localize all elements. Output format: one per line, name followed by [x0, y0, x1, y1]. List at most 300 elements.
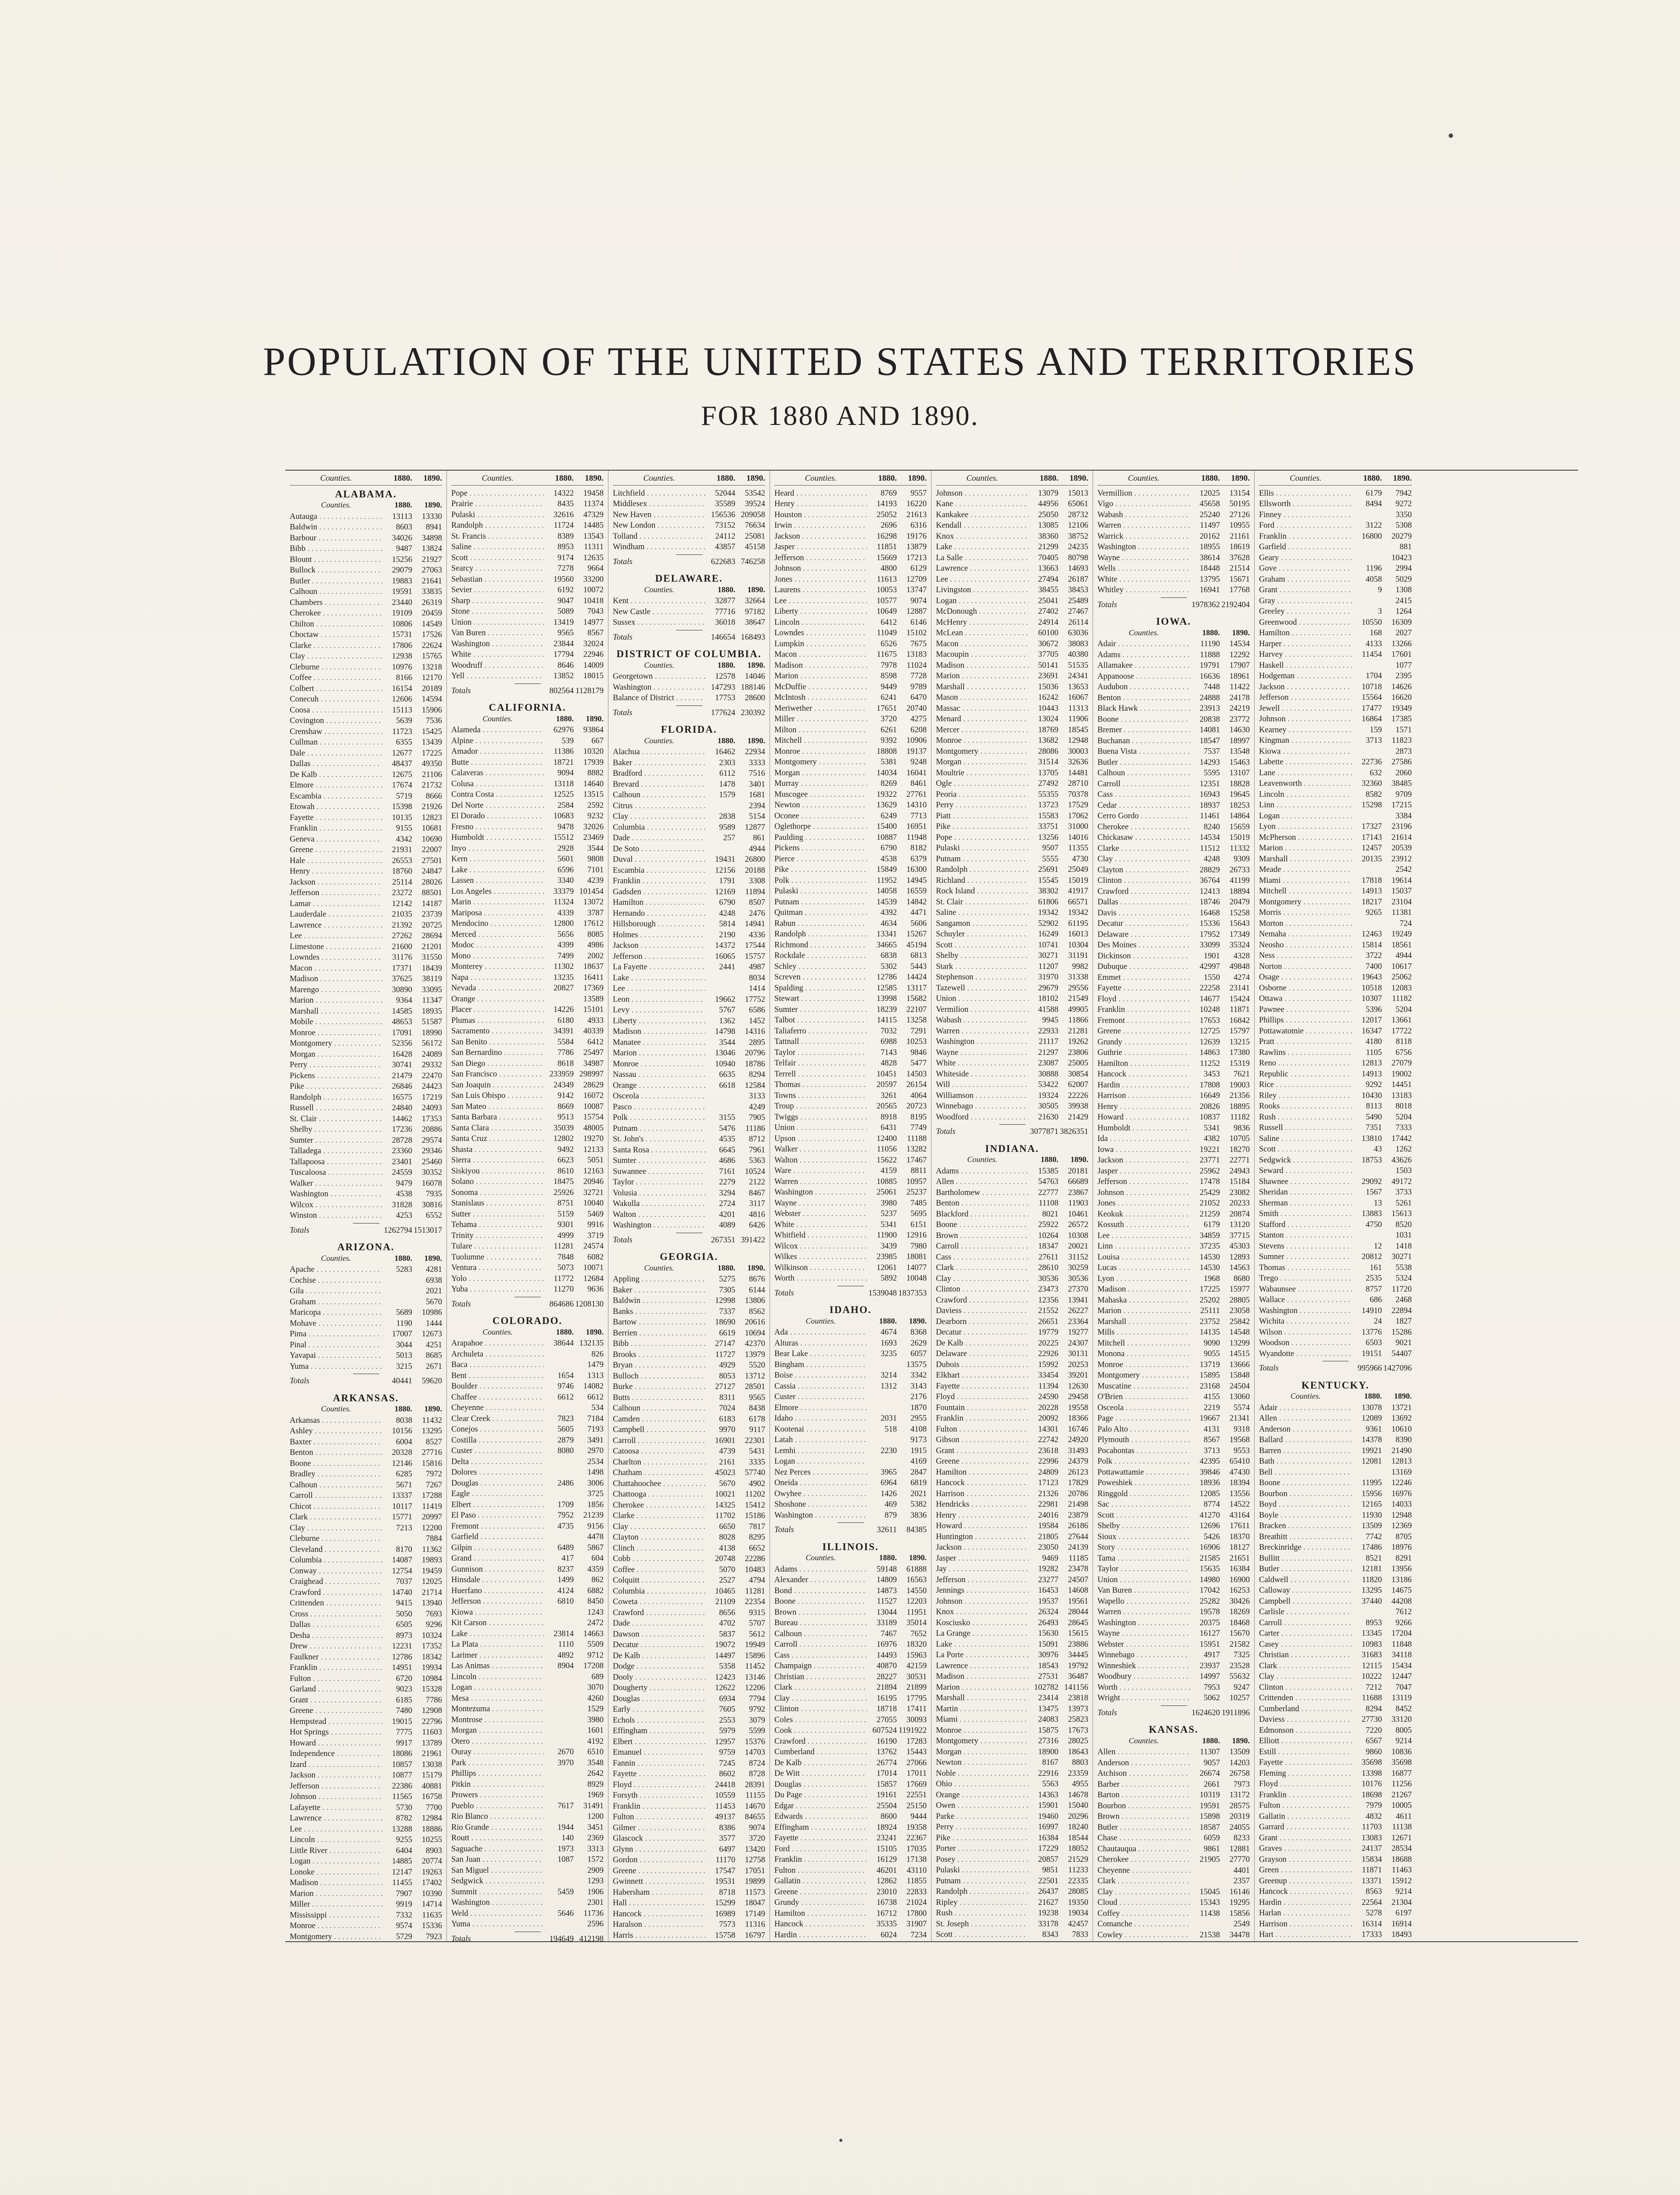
county-name: Worth . . . [774, 1273, 867, 1284]
county-row [290, 1760, 442, 1770]
population-1890: 26227 [1068, 1306, 1088, 1315]
total-1890: 1513017 [414, 1226, 442, 1235]
population-1890: 8941 [426, 523, 442, 532]
county-row [936, 1553, 1088, 1564]
population-1880: 9746 [558, 1382, 574, 1391]
county-row [936, 1661, 1088, 1672]
county-row [1097, 822, 1250, 833]
county-row [936, 1424, 1088, 1435]
county-name: Hancock . . . [936, 1478, 1029, 1489]
population-1890: 20774 [421, 1857, 442, 1866]
county-name: Breckinridge . . . [1259, 1542, 1352, 1553]
county-row [1259, 1714, 1412, 1725]
county-name: Webster . . . [1097, 1639, 1190, 1650]
county-name: Blount . . . [290, 554, 382, 565]
county-row [290, 1576, 442, 1587]
population-1880: 18543 [1038, 1661, 1058, 1670]
population-1880: 5426 [1204, 1532, 1220, 1541]
population-1890: 18370 [1229, 1532, 1250, 1541]
population-1880: 24112 [715, 532, 735, 541]
county-name: Wilcox . . . [774, 1241, 867, 1252]
county-name [1097, 1940, 1190, 1941]
county-row [774, 1779, 927, 1790]
county-name: Greene . . . [613, 1866, 705, 1877]
county-name: McLean . . . [936, 628, 1029, 639]
county-name: Ada . . . [774, 1327, 867, 1338]
county-row [290, 1307, 442, 1318]
population-1890: 3720 [749, 1834, 765, 1843]
population-1880: 5013 [396, 1351, 412, 1360]
county-row [451, 1532, 604, 1543]
county-row [936, 1510, 1088, 1521]
county-name: Lake . . . [936, 542, 1029, 553]
population-1890: 20874 [1229, 1209, 1250, 1219]
county-row [1097, 714, 1250, 725]
population-1880: 18448 [1199, 564, 1220, 573]
county-row [936, 1263, 1088, 1274]
county-name: McHenry . . . [936, 617, 1029, 628]
county-name: Alachua . . . [613, 747, 705, 758]
county-row [290, 1286, 442, 1297]
county-name: Pinal . . . [290, 1340, 382, 1351]
population-1890: 7047 [1396, 1683, 1412, 1692]
population-1880: 17674 [392, 781, 412, 790]
population-1890: 14678 [1068, 1790, 1088, 1799]
population-1880: 12585 [876, 983, 897, 993]
county-name: Cassia . . . [774, 1381, 867, 1392]
county-row [290, 1587, 442, 1598]
county-name: Coles . . . [774, 1715, 867, 1726]
county-row [1259, 1876, 1412, 1887]
county-row [290, 1803, 442, 1814]
county-name: Balance of District . . . [613, 693, 705, 704]
county-name: Emanuel . . . [613, 1747, 705, 1758]
population-1890: 15912 [1391, 1876, 1412, 1886]
population-1880: 15669 [876, 553, 897, 562]
county-name: Bond . . . [774, 1586, 867, 1597]
population-1880: 25061 [876, 1188, 897, 1197]
state-total-row [1097, 1708, 1250, 1719]
population-1880: 11512 [1200, 844, 1220, 853]
population-1890: 6652 [749, 1544, 765, 1553]
county-name: Schuyler . . . [936, 929, 1029, 940]
state-subheader-label: Counties. [1129, 628, 1159, 637]
county-name: Floyd . . . [936, 1392, 1029, 1403]
county-row [290, 1092, 442, 1103]
population-1880: 4339 [558, 908, 574, 918]
county-name: Mohave . . . [290, 1318, 382, 1329]
population-1890: 50195 [1229, 500, 1250, 508]
population-1890: 13979 [745, 1350, 765, 1359]
population-1890: 2021 [910, 1489, 927, 1498]
county-name: Graham . . . [1259, 574, 1352, 585]
county-row [936, 1241, 1088, 1252]
population-1880: 14530 [1199, 1252, 1220, 1262]
county-row [1097, 854, 1250, 865]
population-1890: 11182 [1392, 994, 1412, 1003]
population-1890: 39524 [745, 500, 765, 508]
population-1890: 34987 [583, 1059, 604, 1068]
population-1880: 9860 [1366, 1747, 1382, 1756]
population-1890: 28805 [1229, 1295, 1250, 1305]
population-1880: 9155 [396, 824, 412, 833]
population-1880: 10053 [876, 586, 897, 594]
county-row [451, 1004, 604, 1015]
county-name: Whitfield . . . [774, 1230, 867, 1241]
county-name: Ford . . . [774, 1844, 867, 1855]
county-name: Benton . . . [290, 1447, 382, 1458]
population-1880: 24 [1374, 1317, 1382, 1326]
county-name: Clinton . . . [1259, 1682, 1352, 1693]
population-1890: 7193 [587, 1425, 604, 1434]
population-1880: 4253 [396, 1211, 412, 1220]
population-1880: 11565 [392, 1792, 412, 1801]
population-1890: 4064 [910, 1091, 927, 1100]
population-1890: 12893 [1229, 1252, 1250, 1262]
population-1880: 23440 [392, 598, 412, 607]
county-row [936, 1090, 1088, 1101]
population-1890: 7693 [426, 1609, 442, 1619]
county-name: Humboldt . . . [1097, 1123, 1190, 1134]
county-name: Columbia . . . [290, 1555, 382, 1566]
population-1880: 16943 [1199, 790, 1220, 799]
county-row [936, 1779, 1088, 1790]
population-1880 [1352, 811, 1382, 822]
population-1890: 7101 [587, 865, 604, 874]
population-1890: 13169 [1391, 1468, 1412, 1477]
county-row [613, 1134, 765, 1145]
population-1880: 6623 [558, 1156, 574, 1165]
county-name: Sac . . . [1097, 1499, 1190, 1510]
population-1890: 15102 [906, 629, 927, 637]
population-1880: 24590 [1038, 1393, 1058, 1401]
population-1880: 632 [1370, 768, 1382, 777]
population-1890: 13747 [906, 586, 927, 594]
population-1880: 35589 [715, 500, 735, 508]
county-row [936, 757, 1088, 768]
population-1890: 8461 [910, 779, 927, 788]
population-1880: 13295 [1361, 1586, 1382, 1595]
county-name: Logan . . . [936, 596, 1029, 607]
county-name: Banks . . . [613, 1306, 705, 1317]
county-row [451, 531, 604, 542]
population-1880: 17229 [1038, 1844, 1058, 1853]
population-1880: 22926 [1038, 1349, 1058, 1358]
county-name: Ripley . . . [936, 1897, 1029, 1908]
population-1880: 25926 [553, 1188, 574, 1197]
population-1880: 15992 [1038, 1360, 1058, 1369]
county-name: Douglas . . . [451, 1478, 544, 1489]
county-name: Linn . . . [1259, 800, 1352, 811]
population-1890: 13548 [1229, 747, 1250, 756]
county-name: Wayne . . . [774, 1198, 867, 1209]
population-1890: 14203 [1229, 1758, 1250, 1767]
population-1890: 21304 [1391, 1898, 1412, 1907]
county-name: Summit . . . [451, 1887, 544, 1898]
county-row [451, 908, 604, 919]
population-1880: 21894 [876, 1683, 897, 1692]
county-name: Crawford . . . [613, 1608, 705, 1619]
population-1890: 8929 [587, 1780, 604, 1789]
county-row [613, 1393, 765, 1403]
county-name: Jefferson . . . [774, 553, 867, 564]
population-1890: 47430 [1229, 1468, 1250, 1477]
population-1890: 22007 [421, 846, 442, 854]
county-row [451, 779, 604, 790]
population-1880: 14913 [1361, 887, 1382, 896]
population-1880: 23087 [1038, 1059, 1058, 1068]
population-1890: 21641 [421, 576, 442, 586]
column-header [774, 473, 927, 486]
county-row [1259, 1886, 1412, 1897]
county-row [1097, 553, 1250, 564]
county-name: White . . . [1097, 574, 1190, 585]
county-row [1097, 1811, 1250, 1822]
population-1880: 3720 [881, 715, 897, 723]
population-1880: 48437 [392, 759, 412, 768]
population-1880: 23913 [1199, 704, 1220, 713]
population-1890: 18052 [1068, 1844, 1088, 1853]
population-1890: 27066 [906, 1758, 927, 1767]
county-row [1259, 1155, 1412, 1166]
county-name: Keokuk . . . [1097, 1209, 1190, 1220]
county-name: Dodge . . . [613, 1661, 705, 1672]
population-1890: 10253 [906, 1037, 927, 1046]
population-1890: 5154 [749, 812, 765, 821]
population-1880: 6503 [1366, 1339, 1382, 1347]
county-name: Logan . . . [290, 1856, 382, 1867]
county-name: Pocahontas . . . [1097, 1446, 1190, 1457]
county-row [613, 1737, 765, 1748]
population-1880: 19591 [392, 587, 412, 596]
population-1880: 9478 [558, 822, 574, 831]
population-1890: 40339 [583, 1027, 604, 1036]
population-1890: 15816 [421, 1459, 442, 1468]
county-row [451, 1865, 604, 1876]
population-1890: 10955 [1229, 521, 1250, 530]
population-1890: 9296 [426, 1620, 442, 1629]
state-subheader-label: Counties. [1129, 1736, 1159, 1745]
population-1880: 13235 [553, 973, 574, 982]
population-1880: 14873 [876, 1586, 897, 1595]
population-1890: 14594 [421, 695, 442, 704]
population-1890: 23739 [421, 910, 442, 919]
population-1890: 12813 [1391, 1457, 1412, 1466]
county-name: Carroll . . . [290, 1490, 382, 1501]
population-1880: 879 [885, 1511, 897, 1520]
county-name: Cleburne . . . [290, 662, 382, 673]
population-1880: 15895 [1199, 1371, 1220, 1380]
population-1890: 17411 [907, 1705, 927, 1713]
county-name: Brevard . . . [613, 779, 705, 790]
county-name [774, 1940, 867, 1941]
population-1880: 22996 [1038, 1457, 1058, 1466]
county-name: Fayette . . . [1097, 983, 1190, 994]
county-row [936, 1069, 1088, 1080]
population-1880: 4159 [881, 1166, 897, 1175]
population-1880: 18924 [876, 1823, 897, 1832]
population-1890: 19137 [906, 747, 927, 756]
population-1890: 12200 [421, 1523, 442, 1533]
county-row [451, 886, 604, 897]
population-1880: 19015 [392, 1717, 412, 1726]
population-1890: 38083 [1068, 639, 1088, 648]
county-row [1097, 929, 1250, 940]
county-name: Hart . . . [1259, 1929, 1352, 1940]
population-1890: 11823 [1392, 736, 1412, 745]
population-1880: 38302 [1038, 887, 1058, 896]
population-1880: 13776 [1361, 1328, 1382, 1337]
population-1890: 18366 [1068, 1414, 1088, 1423]
population-1890: 4336 [749, 930, 765, 939]
county-row [1259, 854, 1412, 865]
county-name: Wyandotte . . . [1259, 1349, 1352, 1360]
population-1880: 12578 [715, 672, 735, 681]
column-header-label: Counties. [1128, 474, 1160, 483]
population-1880: 6934 [719, 1694, 735, 1703]
county-name: La Salle . . . [936, 553, 1029, 564]
state-subheader-label: Counties. [644, 736, 674, 745]
county-name: Wakulla . . . [613, 1198, 705, 1209]
county-row [774, 1026, 927, 1037]
population-1880: 60100 [1038, 629, 1058, 637]
population-1890: 23058 [1229, 1306, 1250, 1315]
population-1890: 1870 [910, 1403, 927, 1412]
county-name: Los Angeles . . . [451, 886, 544, 897]
population-1890: 22946 [583, 650, 604, 659]
county-row [936, 1736, 1088, 1747]
county-name: Madison . . . [936, 660, 1029, 671]
population-1890: 11347 [422, 996, 442, 1005]
county-row [451, 1058, 604, 1069]
population-1880: 15875 [1038, 1726, 1058, 1735]
population-1880: 11724 [554, 521, 574, 530]
county-row [774, 1930, 927, 1941]
county-row [1097, 1930, 1250, 1941]
county-name: Christian . . . [774, 1672, 867, 1683]
county-row [290, 899, 442, 910]
population-1890: 3308 [749, 877, 765, 885]
county-row [1259, 983, 1412, 994]
population-1890: 27126 [1229, 510, 1250, 519]
population-1880: 37625 [392, 975, 412, 983]
population-1880: 16989 [715, 1909, 735, 1918]
population-1890: 23806 [1068, 1048, 1088, 1057]
county-name: Owyhee . . . [774, 1489, 867, 1500]
county-row [290, 1889, 442, 1900]
population-1880: 23414 [1038, 1694, 1058, 1702]
population-1890: 4816 [749, 1210, 765, 1219]
county-name: Brown . . . [936, 1231, 1029, 1241]
population-1880: 19324 [1038, 1091, 1058, 1100]
population-1880: 10518 [1361, 983, 1382, 993]
population-1890: 13117 [907, 983, 927, 993]
state-subheader-label: Counties. [321, 500, 351, 509]
county-name: McDuffie . . . [774, 682, 867, 693]
population-1880: 18239 [876, 1005, 897, 1014]
county-name: Bullitt . . . [1259, 1553, 1352, 1564]
population-1880: 13078 [1361, 1403, 1382, 1412]
population-1880: 25691 [1038, 865, 1058, 874]
population-1890: 10418 [583, 596, 604, 605]
population-1890: 13509 [1229, 1748, 1250, 1756]
population-1890: 9808 [587, 855, 604, 864]
population-1890: 49848 [1229, 962, 1250, 971]
population-1880: 12081 [1361, 1457, 1382, 1466]
state-subheader-label: Counties. [482, 1327, 513, 1336]
county-row [936, 832, 1088, 843]
population-1880: 14325 [715, 1501, 735, 1510]
county-name: Otero . . . [451, 1736, 544, 1747]
county-name: Garland . . . [290, 1684, 382, 1695]
population-1880: 5089 [558, 607, 574, 616]
county-name: Iowa . . . [1097, 1144, 1190, 1155]
county-row [774, 843, 927, 854]
population-1880: 18746 [1199, 898, 1220, 907]
county-name: Madison . . . [290, 1878, 382, 1889]
population-1880: 9047 [558, 596, 574, 605]
population-1890: 80798 [1068, 553, 1088, 562]
state-heading: ARIZONA. [337, 1241, 395, 1252]
population-1890: 2472 [587, 1619, 604, 1627]
population-1880: 19342 [1038, 908, 1058, 917]
county-name: Berrien . . . [613, 1328, 705, 1339]
county-row [613, 1339, 765, 1349]
county-name: Kosciusko . . . [936, 1618, 1029, 1629]
total-1890: 230392 [741, 708, 765, 717]
county-name: Boone . . . [1097, 714, 1190, 725]
county-name: Yuma . . . [290, 1361, 382, 1372]
county-row [451, 1693, 604, 1704]
population-1880: 7786 [558, 1048, 574, 1057]
population-1880: 19221 [1199, 1145, 1220, 1154]
population-1880: 14372 [715, 941, 735, 950]
county-name: Saline . . . [936, 907, 1029, 918]
population-1880: 15630 [1038, 1629, 1058, 1638]
population-1890: 28710 [1068, 779, 1088, 788]
county-name: Lee . . . [290, 1824, 382, 1835]
county-row [1097, 736, 1250, 747]
county-row [1259, 1478, 1412, 1489]
county-row [1097, 639, 1250, 650]
county-row [1259, 1897, 1412, 1908]
county-row [290, 963, 442, 974]
county-row [451, 1822, 604, 1833]
population-1880 [1352, 1607, 1382, 1618]
county-row [613, 1177, 765, 1188]
county-row [774, 1822, 927, 1833]
population-1880 [544, 1682, 574, 1693]
population-1880: 11688 [1362, 1694, 1382, 1702]
county-row [1097, 1370, 1250, 1381]
county-row [936, 950, 1088, 961]
population-1890: 21732 [421, 781, 442, 790]
county-row [290, 1835, 442, 1846]
population-1880: 10885 [876, 1177, 897, 1186]
county-row [451, 1026, 604, 1037]
county-row [613, 1833, 765, 1844]
population-1880: 8600 [881, 1812, 897, 1821]
county-row [613, 908, 765, 919]
population-1890: 3350 [1396, 510, 1412, 519]
population-1890: 42159 [906, 1662, 927, 1670]
county-name: Carroll . . . [936, 1241, 1029, 1252]
population-1890: 11374 [583, 500, 604, 508]
county-name: Lowndes . . . [290, 952, 382, 963]
population-1880: 19578 [1199, 1608, 1220, 1616]
population-1890: 2122 [749, 1178, 765, 1187]
county-name: Shelby . . . [290, 1124, 382, 1135]
